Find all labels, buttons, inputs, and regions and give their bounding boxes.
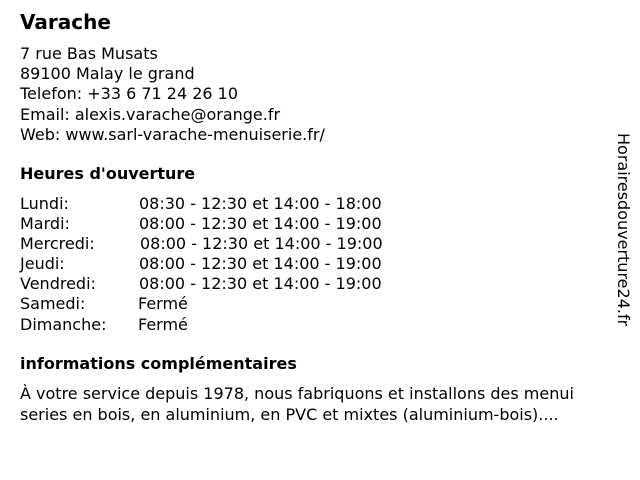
info-paragraph — [20, 384, 625, 425]
address-street: 7 rue Bas Musats — [20, 44, 158, 63]
day-label: Jeudi: — [20, 254, 65, 274]
phone-line: Telefon: +33 6 71 24 26 10 — [20, 84, 239, 104]
time-value: 08:00 - 12:30 et 14:00 - 19:00 — [139, 274, 382, 294]
time-value: 08:30 - 12:30 et 14:00 - 18:00 — [139, 194, 382, 213]
time-value: Fermé — [138, 314, 188, 334]
time-value: Fermé — [138, 294, 188, 314]
time-value: 08:00 - 12:30 et 14:00 - 19:00 — [139, 254, 382, 274]
address-city: 89100 Malay le grand — [20, 64, 195, 84]
contact-block — [20, 44, 325, 145]
email-line: Email: alexis.varache@orange.fr — [20, 104, 281, 124]
business-name: Varache — [20, 10, 111, 34]
day-label: Dimanche: — [20, 314, 107, 334]
info-heading: informations complémentaires — [20, 354, 297, 373]
time-value: 08:00 - 12:30 et 14:00 - 19:00 — [139, 214, 382, 234]
info-line: series en bois, en aluminium, en PVC et mixtes (aluminium-bois).... — [20, 404, 559, 424]
day-label: Samedi: — [20, 294, 86, 314]
day-label: Mardi: — [20, 214, 70, 234]
day-label: Vendredi: — [20, 274, 96, 294]
hours-heading: Heures d'ouverture — [20, 164, 196, 183]
info-line: À votre service depuis 1978, nous fabriquons et installons des menui — [20, 384, 574, 403]
day-label: Mercredi: — [20, 234, 95, 254]
web-line: Web: www.sarl-varache-menuiserie.fr/ — [20, 124, 325, 144]
site-watermark: Horairesdouverture24.fr — [614, 133, 633, 327]
day-label: Lundi: — [20, 194, 69, 213]
time-value: 08:00 - 12:30 et 14:00 - 19:00 — [140, 234, 383, 254]
